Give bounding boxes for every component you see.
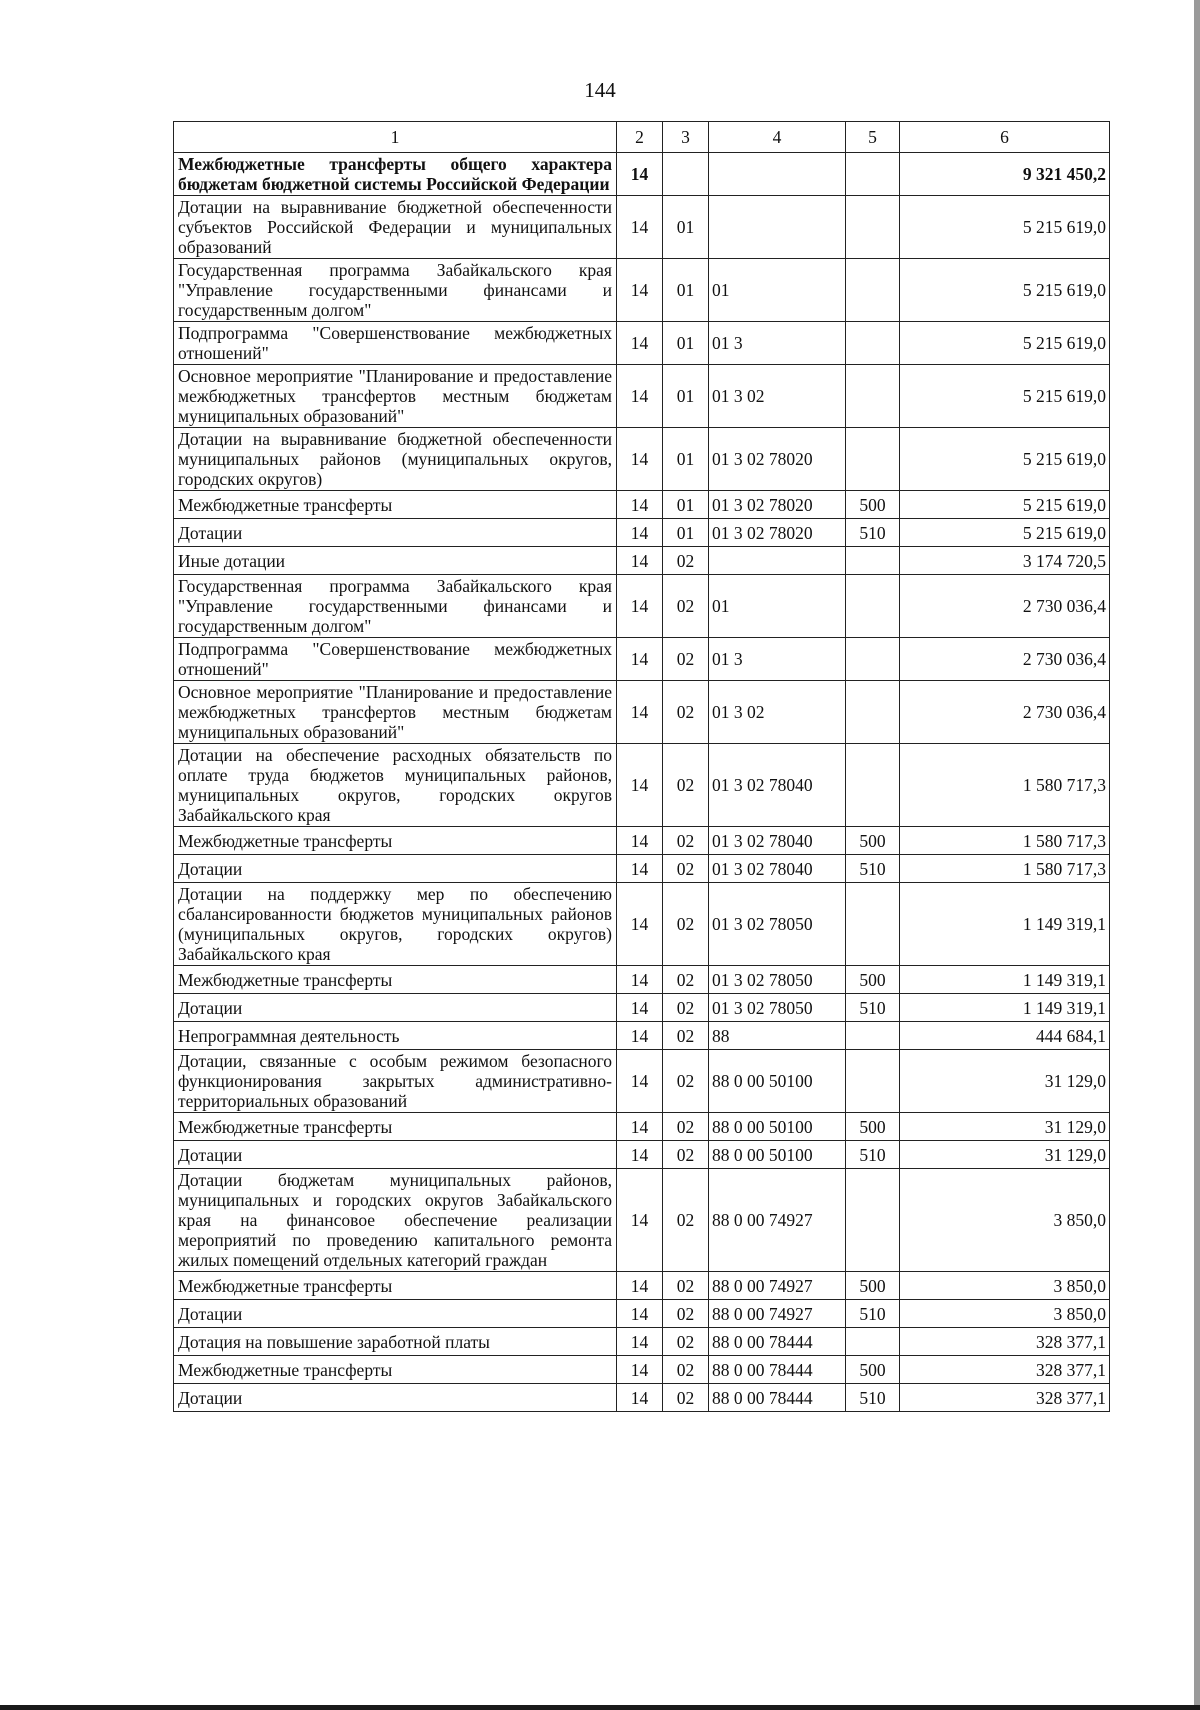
row-target-article-cell: 01 3 02 78020 (709, 519, 846, 547)
table-row (174, 1113, 1110, 1141)
row-target-article-cell: 01 3 (709, 322, 846, 365)
table-body (174, 153, 1110, 1412)
row-section-cell: 14 (617, 827, 663, 855)
row-section-cell: 14 (617, 1022, 663, 1050)
row-subsection-cell: 02 (663, 1141, 709, 1169)
row-subsection-cell: 02 (663, 1384, 709, 1412)
row-subsection-cell: 02 (663, 1300, 709, 1328)
row-expense-type-cell (846, 259, 900, 322)
row-section-cell: 14 (617, 196, 663, 259)
row-name-cell: Межбюджетные трансферты общего характера бюджетам бюджетной системы Российской Федерации (174, 153, 617, 196)
row-expense-type-cell: 510 (846, 1141, 900, 1169)
row-amount-cell: 5 215 619,0 (900, 322, 1110, 365)
row-target-article-cell: 88 0 00 74927 (709, 1300, 846, 1328)
row-section-cell: 14 (617, 1169, 663, 1272)
row-subsection-cell: 02 (663, 827, 709, 855)
row-name-cell: Дотации на поддержку мер по обеспечению сбалансированности бюджетов муниципальных районов (муниципальных округов, городских округов) Забайкальского края (174, 883, 617, 966)
row-section-cell: 14 (617, 519, 663, 547)
row-target-article-cell: 88 0 00 74927 (709, 1272, 846, 1300)
row-expense-type-cell: 500 (846, 1356, 900, 1384)
table-row (174, 966, 1110, 994)
row-target-article-cell: 01 3 02 78050 (709, 994, 846, 1022)
row-section-cell: 14 (617, 994, 663, 1022)
row-expense-type-cell (846, 744, 900, 827)
row-name-cell: Иные дотации (174, 547, 617, 575)
row-amount-cell: 2 730 036,4 (900, 681, 1110, 744)
row-section-cell: 14 (617, 966, 663, 994)
row-subsection-cell: 02 (663, 1272, 709, 1300)
row-amount-cell: 3 174 720,5 (900, 547, 1110, 575)
table-row (174, 994, 1110, 1022)
row-expense-type-cell: 500 (846, 1272, 900, 1300)
row-expense-type-cell (846, 153, 900, 196)
row-subsection-cell: 02 (663, 744, 709, 827)
row-target-article-cell: 01 3 02 78050 (709, 966, 846, 994)
row-target-article-cell: 88 0 00 50100 (709, 1113, 846, 1141)
header-col-3: 3 (663, 122, 709, 153)
row-target-article-cell: 01 3 02 78020 (709, 428, 846, 491)
row-subsection-cell: 02 (663, 681, 709, 744)
row-amount-cell: 1 149 319,1 (900, 994, 1110, 1022)
table-row (174, 519, 1110, 547)
row-expense-type-cell: 510 (846, 1384, 900, 1412)
row-target-article-cell: 01 3 02 (709, 681, 846, 744)
row-name-cell: Межбюджетные трансферты (174, 1272, 617, 1300)
row-expense-type-cell (846, 547, 900, 575)
row-expense-type-cell: 510 (846, 994, 900, 1022)
row-expense-type-cell: 510 (846, 855, 900, 883)
row-name-cell: Дотации на обеспечение расходных обязательств по оплате труда бюджетов муниципальных районов, муниципальных округов, городских округов Забайкальского края (174, 744, 617, 827)
table-row (174, 744, 1110, 827)
table-row (174, 365, 1110, 428)
row-expense-type-cell (846, 196, 900, 259)
row-section-cell: 14 (617, 365, 663, 428)
table-row (174, 1328, 1110, 1356)
budget-table (173, 121, 1110, 1412)
row-amount-cell: 5 215 619,0 (900, 491, 1110, 519)
row-subsection-cell: 02 (663, 883, 709, 966)
row-target-article-cell: 01 3 02 78020 (709, 491, 846, 519)
row-section-cell: 14 (617, 1272, 663, 1300)
row-subsection-cell: 02 (663, 1328, 709, 1356)
row-target-article-cell: 88 (709, 1022, 846, 1050)
row-target-article-cell (709, 153, 846, 196)
row-expense-type-cell (846, 1328, 900, 1356)
row-target-article-cell: 01 3 02 78040 (709, 855, 846, 883)
row-subsection-cell: 02 (663, 1169, 709, 1272)
table-row (174, 855, 1110, 883)
row-subsection-cell: 02 (663, 855, 709, 883)
row-name-cell: Дотации (174, 1384, 617, 1412)
row-subsection-cell: 01 (663, 322, 709, 365)
header-col-6: 6 (900, 122, 1110, 153)
row-target-article-cell: 01 3 (709, 638, 846, 681)
row-amount-cell: 1 580 717,3 (900, 855, 1110, 883)
row-target-article-cell: 01 3 02 (709, 365, 846, 428)
row-expense-type-cell (846, 1022, 900, 1050)
table-row (174, 428, 1110, 491)
row-target-article-cell: 01 3 02 78040 (709, 744, 846, 827)
row-section-cell: 14 (617, 638, 663, 681)
row-expense-type-cell (846, 575, 900, 638)
row-target-article-cell: 88 0 00 74927 (709, 1169, 846, 1272)
table-row (174, 1022, 1110, 1050)
row-name-cell: Дотации (174, 1141, 617, 1169)
scan-edge-bottom (0, 1705, 1200, 1710)
row-amount-cell: 31 129,0 (900, 1113, 1110, 1141)
row-expense-type-cell (846, 322, 900, 365)
row-subsection-cell: 01 (663, 491, 709, 519)
row-subsection-cell: 02 (663, 638, 709, 681)
header-col-5: 5 (846, 122, 900, 153)
row-section-cell: 14 (617, 1384, 663, 1412)
table-row (174, 1300, 1110, 1328)
row-name-cell: Подпрограмма "Совершенствование межбюджетных отношений" (174, 322, 617, 365)
row-section-cell: 14 (617, 547, 663, 575)
row-amount-cell: 328 377,1 (900, 1356, 1110, 1384)
row-expense-type-cell: 500 (846, 966, 900, 994)
row-section-cell: 14 (617, 1328, 663, 1356)
table-row (174, 883, 1110, 966)
row-name-cell: Основное мероприятие "Планирование и предоставление межбюджетных трансфертов местным бюджетам муниципальных образований" (174, 365, 617, 428)
row-section-cell: 14 (617, 153, 663, 196)
row-expense-type-cell: 500 (846, 827, 900, 855)
row-target-article-cell: 88 0 00 50100 (709, 1141, 846, 1169)
row-name-cell: Дотации (174, 855, 617, 883)
row-section-cell: 14 (617, 744, 663, 827)
row-target-article-cell: 88 0 00 78444 (709, 1328, 846, 1356)
row-target-article-cell: 01 3 02 78050 (709, 883, 846, 966)
row-target-article-cell (709, 196, 846, 259)
row-expense-type-cell (846, 428, 900, 491)
row-target-article-cell: 88 0 00 78444 (709, 1356, 846, 1384)
row-amount-cell: 5 215 619,0 (900, 519, 1110, 547)
row-amount-cell: 9 321 450,2 (900, 153, 1110, 196)
table-row (174, 322, 1110, 365)
row-amount-cell: 31 129,0 (900, 1050, 1110, 1113)
row-section-cell: 14 (617, 1050, 663, 1113)
row-name-cell: Дотации, связанные с особым режимом безопасного функционирования закрытых административно-территориальных образований (174, 1050, 617, 1113)
row-amount-cell: 5 215 619,0 (900, 365, 1110, 428)
row-name-cell: Дотации (174, 519, 617, 547)
table-header-row (174, 122, 1110, 153)
row-name-cell: Дотация на повышение заработной платы (174, 1328, 617, 1356)
row-section-cell: 14 (617, 681, 663, 744)
table-row (174, 259, 1110, 322)
table-row (174, 681, 1110, 744)
row-expense-type-cell (846, 1050, 900, 1113)
row-amount-cell: 5 215 619,0 (900, 196, 1110, 259)
header-col-1: 1 (174, 122, 617, 153)
row-expense-type-cell (846, 365, 900, 428)
row-section-cell: 14 (617, 259, 663, 322)
row-subsection-cell: 01 (663, 519, 709, 547)
row-section-cell: 14 (617, 883, 663, 966)
page-number: 144 (584, 78, 616, 102)
row-amount-cell: 328 377,1 (900, 1328, 1110, 1356)
row-section-cell: 14 (617, 1356, 663, 1384)
row-section-cell: 14 (617, 1300, 663, 1328)
row-target-article-cell: 01 (709, 259, 846, 322)
row-expense-type-cell (846, 681, 900, 744)
row-amount-cell: 328 377,1 (900, 1384, 1110, 1412)
row-name-cell: Межбюджетные трансферты (174, 966, 617, 994)
row-subsection-cell: 02 (663, 1050, 709, 1113)
row-target-article-cell (709, 547, 846, 575)
row-name-cell: Государственная программа Забайкальского края "Управление государственными финансами и государственным долгом" (174, 259, 617, 322)
row-expense-type-cell (846, 883, 900, 966)
row-subsection-cell: 01 (663, 259, 709, 322)
row-amount-cell: 5 215 619,0 (900, 259, 1110, 322)
row-expense-type-cell (846, 638, 900, 681)
row-subsection-cell: 02 (663, 994, 709, 1022)
row-name-cell: Дотации на выравнивание бюджетной обеспеченности муниципальных районов (муниципальных округов, городских округов) (174, 428, 617, 491)
row-name-cell: Основное мероприятие "Планирование и предоставление межбюджетных трансфертов местным бюджетам муниципальных образований" (174, 681, 617, 744)
row-section-cell: 14 (617, 322, 663, 365)
row-expense-type-cell: 510 (846, 1300, 900, 1328)
row-amount-cell: 3 850,0 (900, 1169, 1110, 1272)
row-name-cell: Дотации бюджетам муниципальных районов, муниципальных и городских округов Забайкальского края на финансовое обеспечение реализации мероприятий по проведению капитального ремонта жилых помещений отдельных категорий граждан (174, 1169, 617, 1272)
row-target-article-cell: 88 0 00 78444 (709, 1384, 846, 1412)
table-row (174, 491, 1110, 519)
row-expense-type-cell: 500 (846, 491, 900, 519)
row-expense-type-cell: 500 (846, 1113, 900, 1141)
table-row (174, 1384, 1110, 1412)
table-row (174, 1356, 1110, 1384)
header-col-4: 4 (709, 122, 846, 153)
table-row (174, 1141, 1110, 1169)
scan-edge-right (1194, 0, 1200, 1710)
row-subsection-cell: 02 (663, 1356, 709, 1384)
row-name-cell: Дотации (174, 994, 617, 1022)
table-row (174, 1050, 1110, 1113)
row-target-article-cell: 88 0 00 50100 (709, 1050, 846, 1113)
row-name-cell: Межбюджетные трансферты (174, 1113, 617, 1141)
row-expense-type-cell: 510 (846, 519, 900, 547)
row-name-cell: Государственная программа Забайкальского края "Управление государственными финансами и государственным долгом" (174, 575, 617, 638)
table-row (174, 196, 1110, 259)
row-section-cell: 14 (617, 491, 663, 519)
row-target-article-cell: 01 (709, 575, 846, 638)
row-name-cell: Подпрограмма "Совершенствование межбюджетных отношений" (174, 638, 617, 681)
row-name-cell: Непрограммная деятельность (174, 1022, 617, 1050)
row-section-cell: 14 (617, 1141, 663, 1169)
row-subsection-cell: 02 (663, 966, 709, 994)
row-subsection-cell: 01 (663, 365, 709, 428)
row-amount-cell: 31 129,0 (900, 1141, 1110, 1169)
row-section-cell: 14 (617, 855, 663, 883)
row-name-cell: Дотации на выравнивание бюджетной обеспеченности субъектов Российской Федерации и муниципальных образований (174, 196, 617, 259)
table-row (174, 1272, 1110, 1300)
row-amount-cell: 1 580 717,3 (900, 827, 1110, 855)
row-subsection-cell: 02 (663, 547, 709, 575)
row-amount-cell: 3 850,0 (900, 1272, 1110, 1300)
row-amount-cell: 1 149 319,1 (900, 966, 1110, 994)
row-name-cell: Межбюджетные трансферты (174, 1356, 617, 1384)
row-amount-cell: 3 850,0 (900, 1300, 1110, 1328)
table-row (174, 153, 1110, 196)
row-subsection-cell: 02 (663, 1113, 709, 1141)
row-subsection-cell: 02 (663, 575, 709, 638)
table-row (174, 827, 1110, 855)
table-row (174, 638, 1110, 681)
row-subsection-cell: 01 (663, 428, 709, 491)
row-section-cell: 14 (617, 1113, 663, 1141)
row-subsection-cell: 02 (663, 1022, 709, 1050)
row-subsection-cell: 01 (663, 196, 709, 259)
table-row (174, 547, 1110, 575)
row-amount-cell: 1 580 717,3 (900, 744, 1110, 827)
row-section-cell: 14 (617, 428, 663, 491)
table-row (174, 575, 1110, 638)
row-expense-type-cell (846, 1169, 900, 1272)
table-row (174, 1169, 1110, 1272)
row-target-article-cell: 01 3 02 78040 (709, 827, 846, 855)
header-col-2: 2 (617, 122, 663, 153)
row-amount-cell: 2 730 036,4 (900, 575, 1110, 638)
row-name-cell: Межбюджетные трансферты (174, 827, 617, 855)
row-amount-cell: 1 149 319,1 (900, 883, 1110, 966)
row-section-cell: 14 (617, 575, 663, 638)
row-amount-cell: 2 730 036,4 (900, 638, 1110, 681)
row-name-cell: Дотации (174, 1300, 617, 1328)
row-subsection-cell (663, 153, 709, 196)
row-name-cell: Межбюджетные трансферты (174, 491, 617, 519)
row-amount-cell: 5 215 619,0 (900, 428, 1110, 491)
row-amount-cell: 444 684,1 (900, 1022, 1110, 1050)
